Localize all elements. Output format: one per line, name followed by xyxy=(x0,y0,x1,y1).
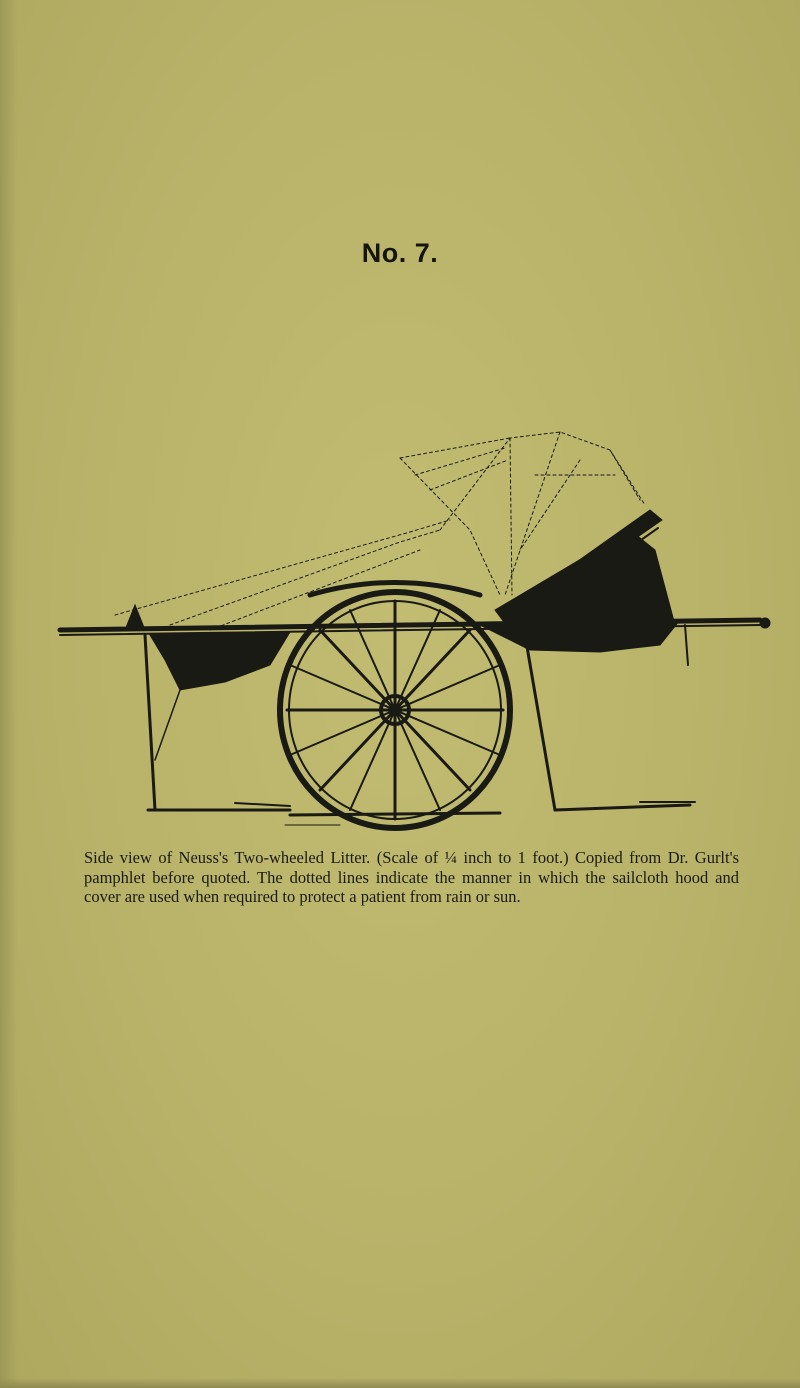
litter-illustration xyxy=(40,420,780,835)
figure-number-heading: No. 7. xyxy=(361,238,439,268)
litter-wheel xyxy=(280,583,510,829)
page-edge-shadow xyxy=(0,0,18,1388)
figure-caption: Side view of Neuss's Two-wheeled Litter. (Scale of ¼ inch to 1 foot.) Copied from Dr. Gurlt's pamphlet before quoted. The dotted lines indicate the manner in which the sailcloth hood and cover are used when required to protect a patient from rain or sun. xyxy=(84,848,739,906)
litter-body-left xyxy=(145,632,290,810)
page-bottom-shadow xyxy=(0,1378,800,1388)
litter-body-right xyxy=(480,510,695,810)
